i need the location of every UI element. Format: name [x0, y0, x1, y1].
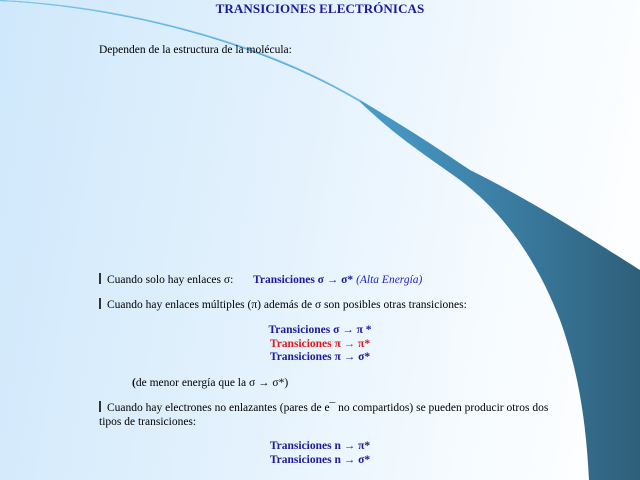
bullet-pi: Cuando hay enlaces múltiples (π) además de σ son posibles otras transiciones: — [99, 298, 467, 311]
lower-energy-note: (de menor energía que la σ → σ*) — [132, 377, 289, 389]
sigma-transition: Transiciones σ → σ* — [253, 274, 354, 286]
bullet-icon — [99, 298, 101, 309]
intro-text: Dependen de la estructura de la molécula: — [99, 44, 292, 56]
bullet-n: Cuando hay electrones no enlazantes (pares de e¯ no compartidos) se pueden producir otros dos tipos de transiciones: — [99, 402, 549, 428]
transition-n-sigma: Transiciones n → σ* — [269, 453, 371, 466]
transition-pi-sigma: Transiciones π → σ* — [269, 351, 371, 363]
transition-pi-pi: Transiciones π → π* — [269, 337, 371, 350]
transition-sigma-pi: Transiciones σ → π * — [268, 324, 372, 336]
bullet-icon — [99, 401, 101, 412]
page-title: TRANSICIONES ELECTRÓNICAS — [215, 1, 425, 16]
bullet-icon — [99, 273, 101, 284]
bullet-sigma: Cuando solo hay enlaces σ: Transiciones σ → σ* (Alta Energía) — [99, 273, 422, 286]
n-transitions-list — [0, 440, 640, 467]
high-energy-note: (Alta Energía) — [356, 274, 423, 286]
pi-transitions-list — [0, 324, 640, 365]
transition-n-pi: Transiciones n → π* — [269, 440, 371, 452]
